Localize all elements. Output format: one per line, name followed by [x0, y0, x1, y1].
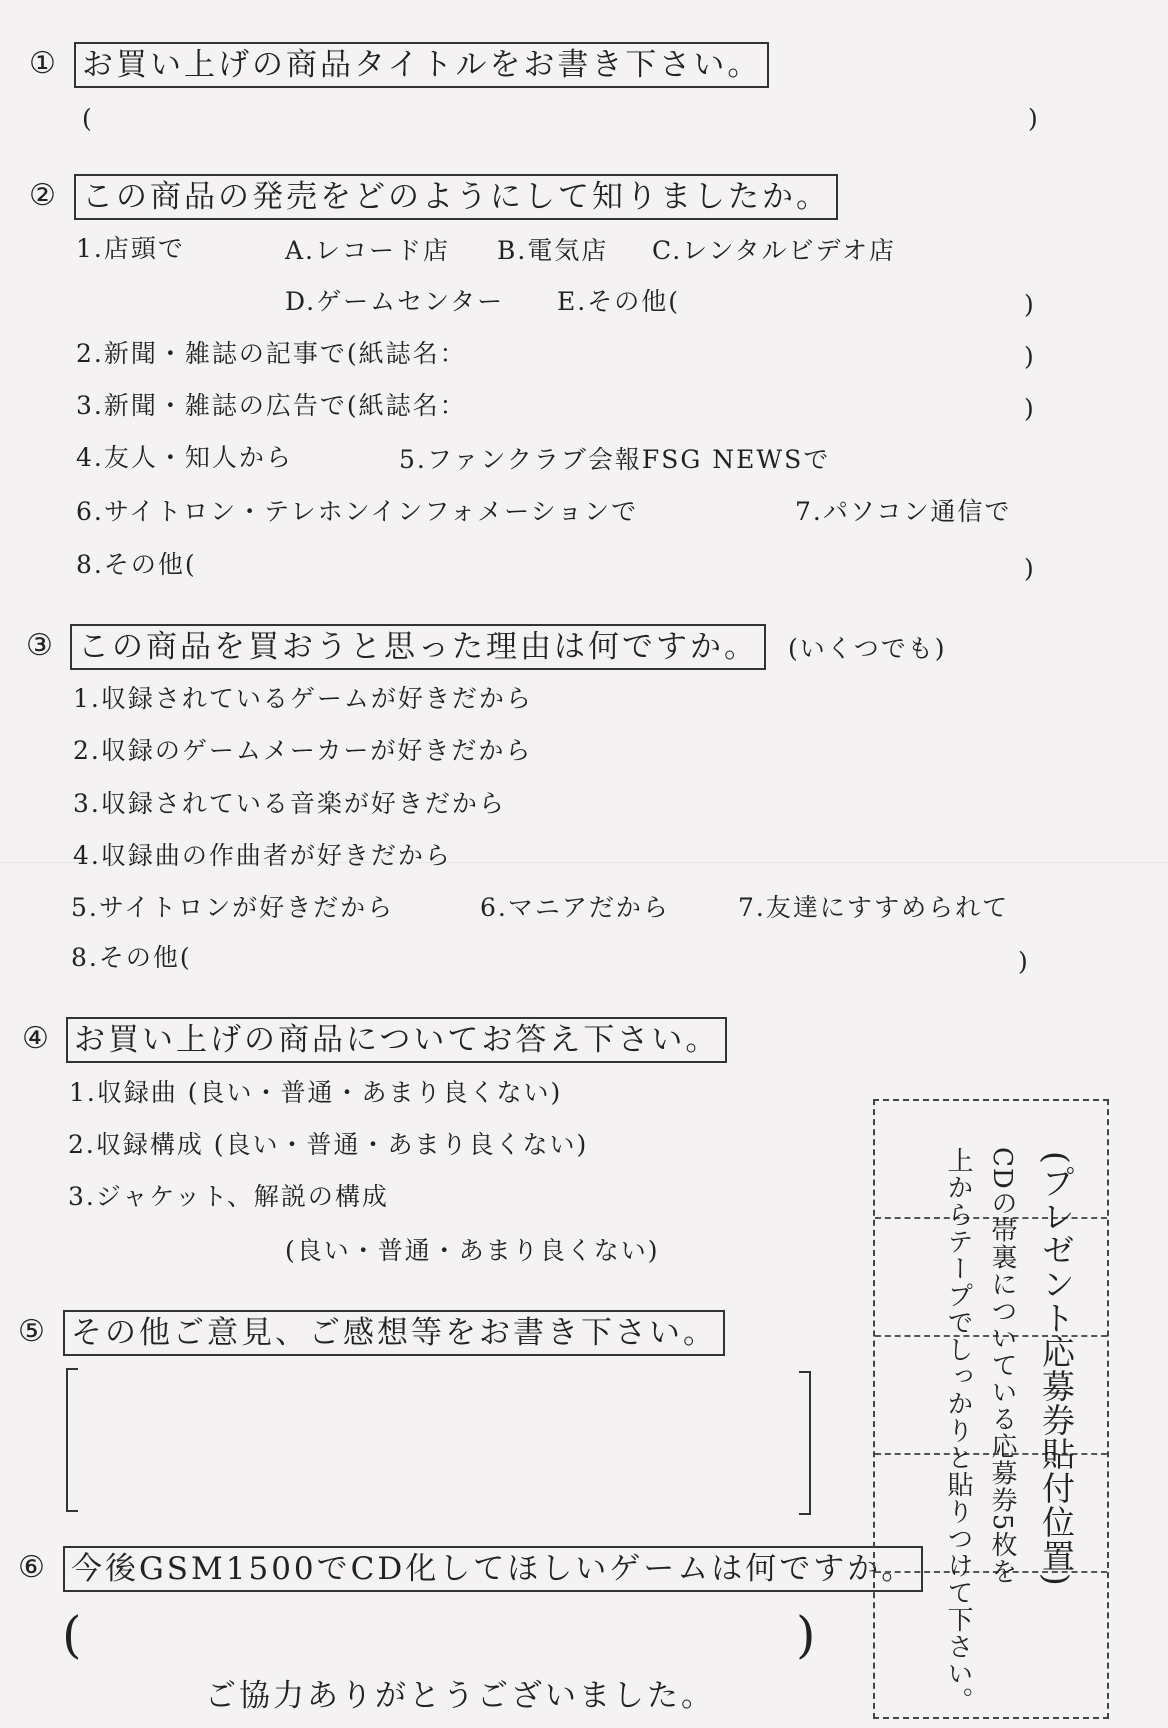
q1-open-paren: ( — [82, 104, 92, 133]
q5-title: その他ご意見、ご感想等をお書き下さい。 — [63, 1310, 725, 1356]
q3-note: (いくつでも) — [788, 634, 947, 663]
q1-number: ① — [29, 46, 56, 81]
closing-thanks: ご協力ありがとうございました。 — [205, 1678, 715, 1714]
coupon-instruction-1: CDの帯裏についている応募券5枚を — [987, 1147, 1017, 1586]
q5-number: ⑤ — [18, 1314, 45, 1349]
q6-answer-close-paren: ) — [796, 1606, 816, 1664]
q6-number: ⑥ — [18, 1550, 45, 1585]
q2-option-1b: B.電気店 — [497, 236, 609, 265]
q3-option-4: 4.収録曲の作曲者が好きだから — [73, 841, 452, 870]
q2-option-8-close: ) — [1024, 554, 1034, 583]
q2-option-5: 5.ファンクラブ会報FSG NEWSで — [399, 445, 831, 474]
q2-option-6: 6.サイトロン・テレホンインフォメーションで — [76, 497, 639, 526]
q2-option-4: 4.友人・知人から — [76, 443, 293, 472]
q2-option-1d: D.ゲームセンター — [285, 287, 505, 316]
q4-option-1: 1.収録曲 (良い・普通・あまり良くない) — [69, 1078, 563, 1107]
q3-option-7: 7.友達にすすめられて — [738, 893, 1010, 922]
q5-answer-bracket-right — [799, 1371, 811, 1515]
q6-answer-open-paren: ( — [62, 1606, 82, 1664]
q3-option-8-close: ) — [1018, 947, 1028, 976]
q2-title: この商品の発売をどのようにして知りましたか。 — [74, 174, 838, 220]
q3-option-2: 2.収録のゲームメーカーが好きだから — [73, 736, 533, 765]
coupon-paste-area — [873, 1099, 1109, 1719]
q4-option-2: 2.収録構成 (良い・普通・あまり良くない) — [68, 1130, 589, 1159]
q3-option-8: 8.その他( — [71, 943, 192, 972]
q3-option-5: 5.サイトロンが好きだから — [71, 893, 395, 922]
q2-option-2: 2.新聞・雑誌の記事で(紙誌名： — [76, 339, 467, 368]
q4-title: お買い上げの商品についてお答え下さい。 — [66, 1017, 727, 1063]
q2-option-1e: E.その他( — [557, 287, 680, 316]
coupon-instruction-2: 上からテープでしっかりと貼りつけて下さい。 — [943, 1147, 973, 1714]
q2-option-7: 7.パソコン通信で — [795, 497, 1012, 526]
q2-option-3: 3.新聞・雑誌の広告で(紙誌名： — [76, 391, 467, 420]
q2-option-2-close: ) — [1024, 342, 1034, 371]
q5-answer-bracket-left — [66, 1368, 78, 1512]
q2-option-1c: C.レンタルビデオ店 — [652, 236, 897, 265]
q6-title: 今後GSM1500でCD化してほしいゲームは何ですか。 — [63, 1546, 923, 1592]
q4-option-3: 3.ジャケット、解説の構成 — [68, 1182, 389, 1211]
q3-title: この商品を買おうと思った理由は何ですか。 — [70, 624, 766, 670]
q4-option-3-rating: (良い・普通・あまり良くない) — [285, 1236, 660, 1265]
q1-close-paren: ) — [1028, 104, 1038, 133]
q1-title: お買い上げの商品タイトルをお書き下さい。 — [74, 42, 769, 88]
q2-number: ② — [29, 178, 56, 213]
q3-number: ③ — [26, 628, 53, 663]
q4-number: ④ — [22, 1021, 49, 1056]
q2-option-1: 1.店頭で — [76, 234, 185, 263]
q3-option-3: 3.収録されている音楽が好きだから — [73, 789, 506, 818]
q3-option-1: 1.収録されているゲームが好きだから — [73, 684, 533, 713]
q2-option-1e-close: ) — [1024, 290, 1034, 319]
coupon-title: (プレゼント応募券貼付位置) — [1037, 1151, 1076, 1587]
q3-option-6: 6.マニアだから — [480, 893, 670, 922]
q2-option-1a: A.レコード店 — [285, 236, 451, 265]
q2-option-8: 8.その他( — [76, 550, 197, 579]
q2-option-3-close: ) — [1024, 394, 1034, 423]
